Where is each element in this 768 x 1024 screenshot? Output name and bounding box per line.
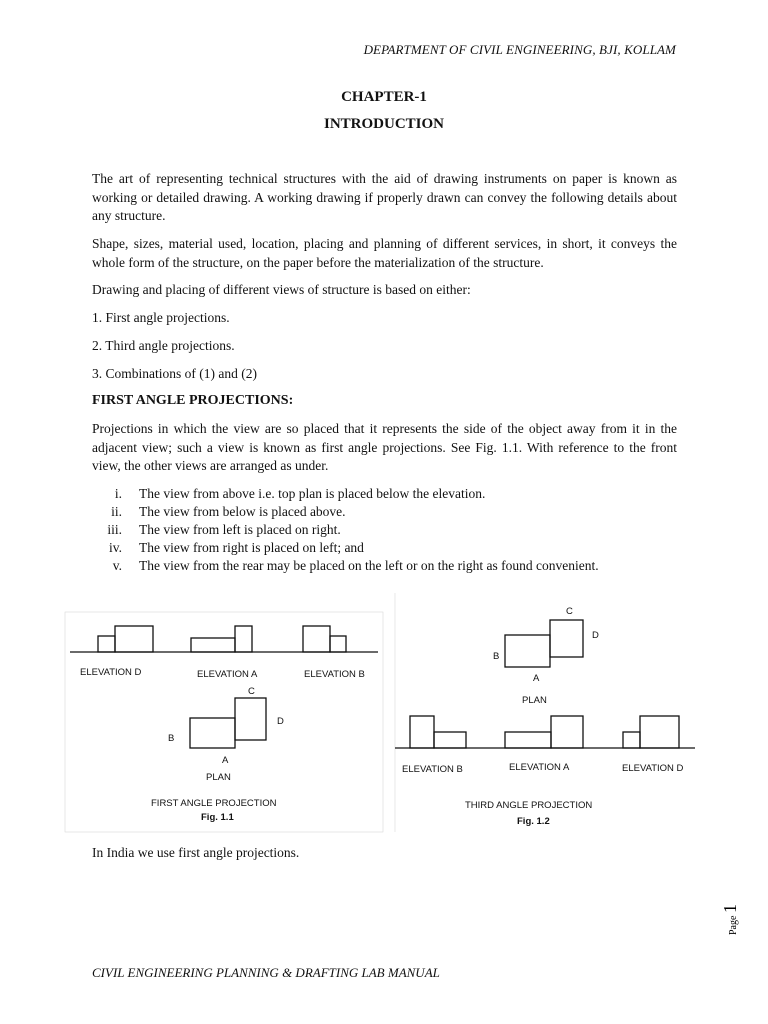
list-item-text: The view from left is placed on right. [139,522,341,537]
label-elevation-d: ELEVATION D [80,667,142,678]
elevation-b-large-block [410,716,434,748]
label-plan: PLAN [522,695,547,706]
label-b: B [493,651,500,662]
figure-1-1-labels [80,667,365,823]
elevation-d-large-block [115,626,153,652]
label-a: A [222,755,229,766]
elevation-d-small-block [98,636,115,652]
running-footer: CIVIL ENGINEERING PLANNING & DRAFTING LAB MANUAL [92,965,440,980]
list-item-number: iii. [107,522,122,537]
closing-sentence: In India we use first angle projections. [92,845,300,860]
list-item-number: i. [114,486,122,501]
page-label: Page [728,915,739,935]
option-first-angle: 1. First angle projections. [92,310,230,325]
label-elevation-d: ELEVATION D [622,763,684,774]
label-c: C [248,686,255,697]
label-elevation-b: ELEVATION B [402,764,463,775]
list-item-text: The view from above i.e. top plan is placed below the elevation. [139,486,486,501]
first-angle-paragraph: Projections in which the view are so placed that it represents the side of the object away from it in the adjacent view; such a view is known as first angle projections. See Fig. 1.1. With reference to the front view, the other views are arranged as under. [92,421,677,473]
elevation-a-tall-block [551,716,583,748]
plan-block-a [505,635,550,667]
elevation-d-large-block [640,716,679,748]
label-plan: PLAN [206,772,231,783]
list-item-number: ii. [111,504,122,519]
option-third-angle: 2. Third angle projections. [92,338,235,353]
figure-1-2 [395,593,695,832]
label-elevation-a: ELEVATION A [509,762,570,773]
chapter-title: INTRODUCTION [323,116,444,132]
label-elevation-a: ELEVATION A [197,669,258,680]
label-d: D [592,630,599,641]
intro-paragraph-1: The art of representing technical structures with the aid of drawing instruments on paper is known as working or detailed drawing. A working drawing if properly drawn can convey the following details about any structure. [92,171,677,223]
running-header: DEPARTMENT OF CIVIL ENGINEERING, BJI, KOLLAM [363,42,676,57]
list-item-number: v. [112,558,122,573]
elevation-d-small-block [623,732,640,748]
elevation-b-small-block [330,636,346,652]
intro-paragraph-2: Shape, sizes, material used, location, placing and planning of different services, in short, it conveys the whole form of the structure, on the paper before the materialization of the structure. [92,236,677,270]
label-a: A [533,673,540,684]
elevation-a-wide-block [505,732,551,748]
chapter-number: CHAPTER-1 [341,89,427,105]
label-elevation-b: ELEVATION B [304,669,365,680]
plan-block-a [190,718,235,748]
label-d: D [277,716,284,727]
plan-block-c [550,620,583,657]
elevation-b-large-block [303,626,330,652]
list-item-text: The view from right is placed on left; and [139,540,364,555]
page-number-marker [708,890,748,940]
list-item-text: The view from below is placed above. [139,504,346,519]
elevation-a-wide-block [191,638,235,652]
elevation-b-small-block [434,732,466,748]
label-c: C [566,606,573,617]
list-item-text: The view from the rear may be placed on the left or on the right as found convenient. [139,558,599,573]
figure-1-2-caption: THIRD ANGLE PROJECTION [465,800,593,811]
list-item-number: iv. [109,540,122,555]
figure-1-1-number: Fig. 1.1 [201,812,234,823]
intro-paragraph-3: Drawing and placing of different views of structure is based on either: [92,282,471,297]
plan-block-c [235,698,266,740]
option-combination: 3. Combinations of (1) and (2) [92,366,257,381]
figure-1-1-caption: FIRST ANGLE PROJECTION [151,798,277,809]
elevation-a-tall-block [235,626,252,652]
figure-1-2-number: Fig. 1.2 [517,816,550,827]
section-heading: FIRST ANGLE PROJECTIONS: [92,393,294,408]
page-number: 1 [720,904,740,913]
label-b: B [168,733,175,744]
